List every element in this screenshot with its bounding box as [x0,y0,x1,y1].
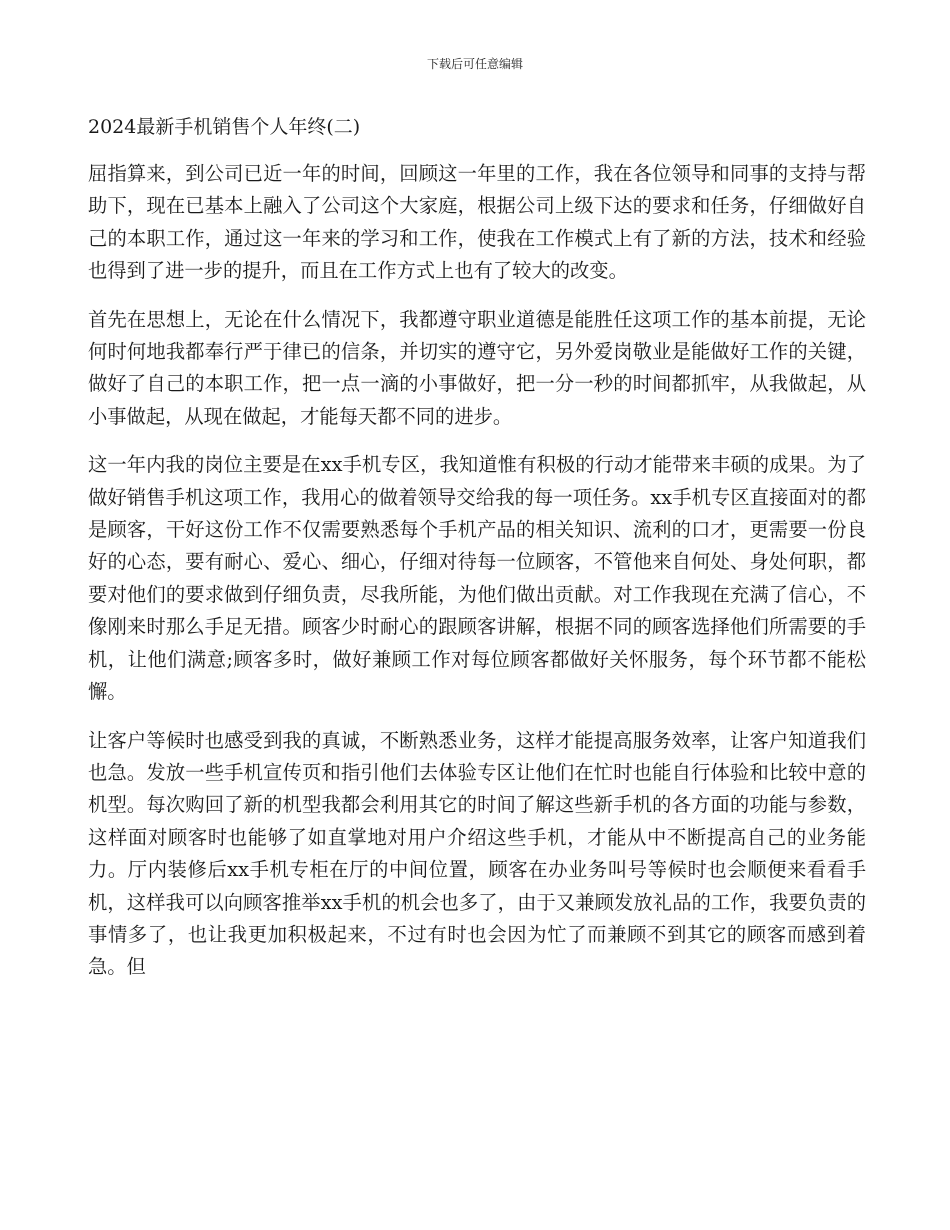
document-title: 2024最新手机销售个人年终(二) [88,116,361,138]
document-body [88,158,866,1000]
paragraph-3: 这一年内我的岗位主要是在xx手机专区，我知道惟有积极的行动才能带来丰硕的成果。为了做好销售手机这项工作，我用心的做着领导交给我的每一项任务。xx手机专区直接面对的都是顾客，干好这份工作不仅需要熟悉每个手机产品的相关知识、流利的口才，更需要一份良好的心态，要有耐心、爱心、细心，仔细对待每一位顾客，不管他来自何处、身处何职，都要对他们的要求做到仔细负责，尽我所能，为他们做出贡献。对工作我现在充满了信心，不像刚来时那么手足无措。顾客少时耐心的跟顾客讲解，根据不同的顾客选择他们所需要的手机，让他们满意;顾客多时，做好兼顾工作对每位顾客都做好关怀服务，每个环节都不能松懈。 [88,453,866,704]
page-header-note: 下载后可任意编辑 [426,57,523,71]
paragraph-2: 首先在思想上，无论在什么情况下，我都遵守职业道德是能胜任这项工作的基本前提，无论何时何地我都奉行严于律已的信条，并切实的遵守它，另外爱岗敬业是能做好工作的关键，做好了自己的本职工作，把一点一滴的小事做好，把一分一秒的时间都抓牢，从我做起，从小事做起，从现在做起，才能每天都不同的进步。 [88,307,866,428]
paragraph-1: 屈指算来，到公司已近一年的时间，回顾这一年里的工作，我在各位领导和同事的支持与帮助下，现在已基本上融入了公司这个大家庭，根据公司上级下达的要求和任务，仔细做好自己的本职工作，通过这一年来的学习和工作，使我在工作模式上有了新的方法，技术和经验也得到了进一步的提升，而且在工作方式上也有了较大的改变。 [88,162,866,283]
paragraph-4: 让客户等候时也感受到我的真诚，不断熟悉业务，这样才能提高服务效率，让客户知道我们也急。发放一些手机宣传页和指引他们去体验专区让他们在忙时也能自行体验和比较中意的机型。每次购回了新的机型我都会利用其它的时间了解这些新手机的各方面的功能与参数，这样面对顾客时也能够了如直掌地对用户介绍这些手机，才能从中不断提高自己的业务能力。厅内装修后xx手机专柜在厅的中间位置，顾客在办业务叫号等候时也会顺便来看看手机，这样我可以向顾客推举xx手机的机会也多了，由于又兼顾发放礼品的工作，我要负责的事情多了，也让我更加积极起来，不过有时也会因为忙了而兼顾不到其它的顾客而感到着急。但 [88,728,866,979]
